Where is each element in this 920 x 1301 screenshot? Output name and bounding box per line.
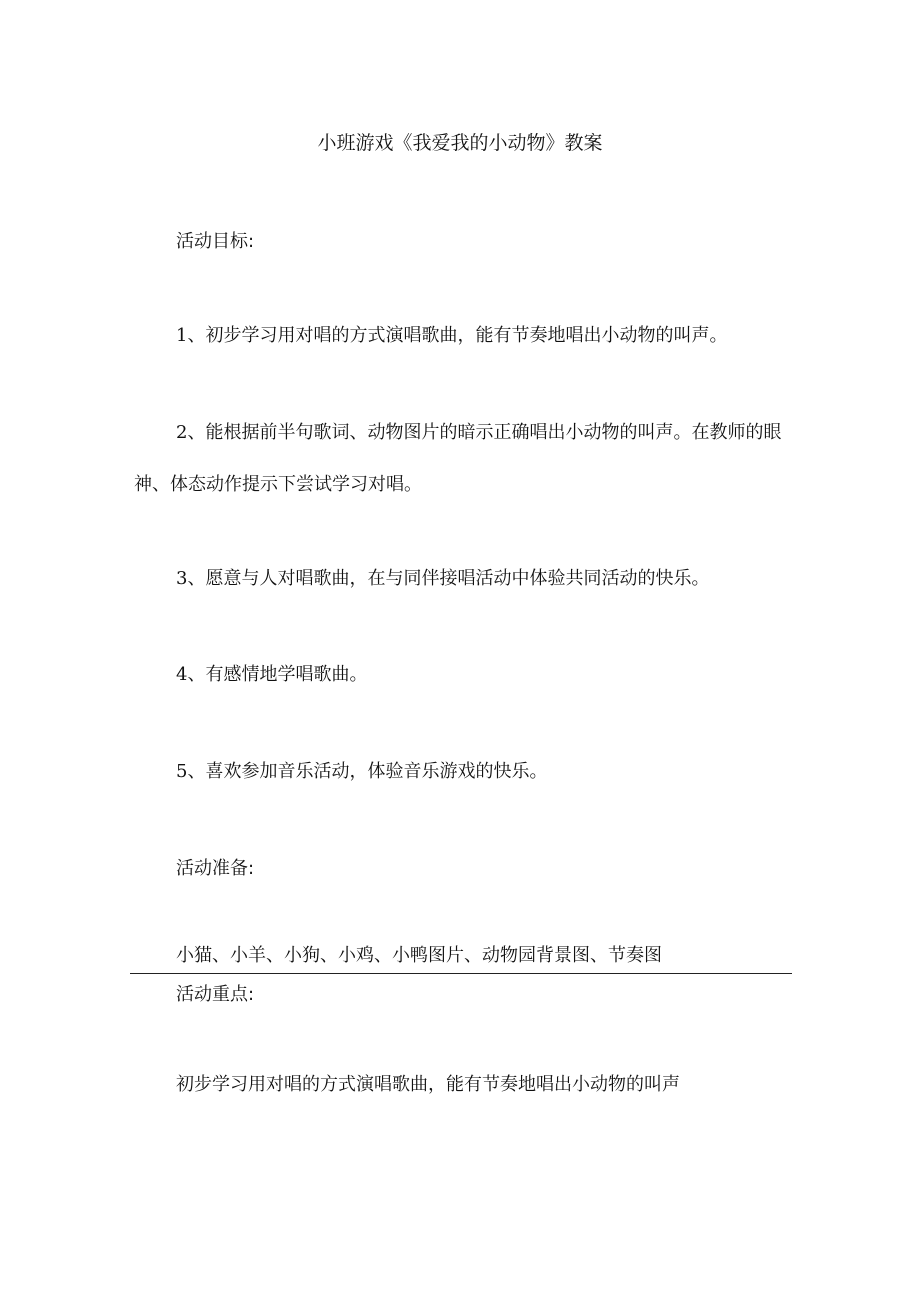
horizontal-divider [130, 973, 792, 974]
goals-heading: 活动目标: [176, 231, 255, 252]
focus-heading: 活动重点: [176, 984, 255, 1005]
preparation-heading: 活动准备: [176, 858, 255, 879]
preparation-text: 小猫、小羊、小狗、小鸡、小鸭图片、动物园背景图、节奏图 [176, 945, 662, 966]
goal-item-3: 3、愿意与人对唱歌曲，在与同伴接唱活动中体验共同活动的快乐。 [176, 568, 710, 589]
goal-item-1: 1、初步学习用对唱的方式演唱歌曲，能有节奏地唱出小动物的叫声。 [176, 325, 728, 346]
goal-item-5: 5、喜欢参加音乐活动，体验音乐游戏的快乐。 [176, 761, 548, 782]
goal-item-2: 2、能根据前半句歌词、动物图片的暗示正确唱出小动物的叫声。在教师的眼神、体态动作提示下尝试学习对唱。 [134, 422, 782, 495]
document-title: 小班游戏《我爱我的小动物》教案 [317, 132, 603, 154]
focus-text: 初步学习用对唱的方式演唱歌曲，能有节奏地唱出小动物的叫声 [176, 1074, 680, 1095]
goal-item-4: 4、有感情地学唱歌曲。 [176, 664, 368, 685]
